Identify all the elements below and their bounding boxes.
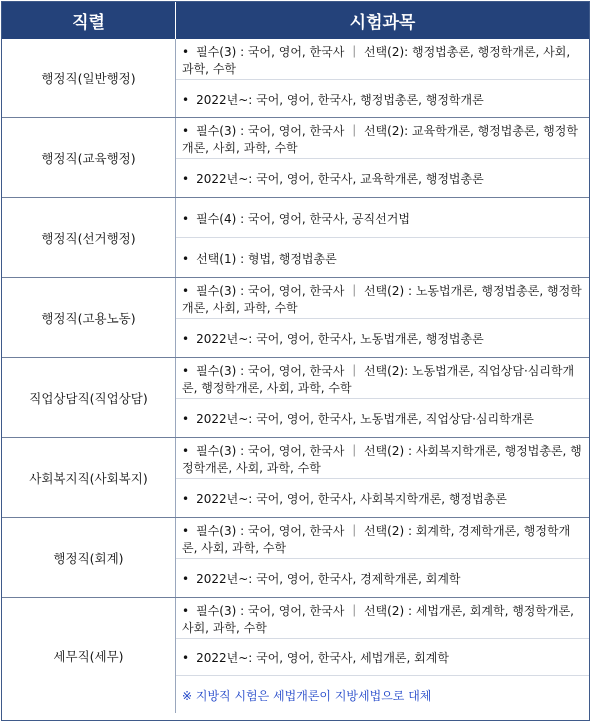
bullet-icon: • [182,523,190,538]
subjects-cell [176,358,590,438]
subjects-cell [176,39,590,118]
bullet-icon: • [182,332,190,346]
bullet-icon: • [182,172,190,186]
subject-line: • 2022년~: 국어, 영어, 한국사, 사회복지학개론, 행정법총론 [182,492,507,506]
subject-line: • 필수(4) : 국어, 영어, 한국사, 공직선거법 [176,198,589,238]
subjects-cell [176,438,590,518]
table-row [2,278,589,358]
table-row [2,438,589,518]
subject-line: • 필수(3) : 국어, 영어, 한국사 ｜ 선택(2) : 노동법개론, 행정법총론, 행정학개론, 사회, 과학, 수학 [176,278,589,319]
bullet-icon: • [182,44,190,59]
job-cell: 사회복지직(사회복지) [2,438,176,518]
job-cell: 행정직(회계) [2,518,176,598]
exam-subjects-table [2,2,589,713]
table-row [2,118,589,198]
bullet-icon: • [182,283,190,298]
subject-line: • 필수(3) : 국어, 영어, 한국사 ｜ 선택(2) : 회계학, 경제학개론, 행정학개론, 사회, 과학, 수학 [176,518,589,559]
bullet-icon: • [182,603,190,618]
subject-line: • 선택(1) : 형법, 행정법총론 [182,251,337,266]
table-header-row [2,2,589,39]
subject-line: • 필수(3) : 국어, 영어, 한국사 ｜ 선택(2) : 세법개론, 회계학, 행정학개론, 사회, 과학, 수학 [176,598,589,639]
bullet-icon: • [182,251,190,266]
subjects-cell [176,198,590,278]
job-cell: 행정직(선거행정) [2,198,176,278]
subject-line: • 필수(3) : 국어, 영어, 한국사 ｜ 선택(2): 행정법총론, 행정학개론, 사회, 과학, 수학 [176,39,589,80]
subject-line: • 2022년~: 국어, 영어, 한국사, 경제학개론, 회계학 [182,572,461,586]
job-cell: 행정직(일반행정) [2,39,176,118]
local-exam-note: ※ 지방직 시험은 세법개론이 지방세법으로 대체 [182,688,432,703]
exam-subjects-table-container [1,1,590,721]
bullet-icon: • [182,651,190,665]
table-row [2,598,589,714]
subject-line: • 필수(3) : 국어, 영어, 한국사 ｜ 선택(2): 노동법개론, 직업상담·심리학개론, 행정학개론, 사회, 과학, 수학 [176,358,589,399]
bullet-icon: • [182,572,190,586]
job-cell: 행정직(고용노동) [2,278,176,358]
table-row [2,39,589,118]
bullet-icon: • [182,443,190,458]
bullet-icon: • [182,92,190,107]
bullet-icon: • [182,363,190,378]
subject-line: • 2022년~: 국어, 영어, 한국사, 노동법개론, 직업상담·심리학개론 [182,412,534,426]
bullet-icon: • [182,412,190,426]
subject-line: • 필수(3) : 국어, 영어, 한국사 ｜ 선택(2): 교육학개론, 행정법총론, 행정학개론, 사회, 과학, 수학 [176,118,589,159]
job-cell: 세무직(세무) [2,598,176,714]
table-row [2,518,589,598]
bullet-icon: • [182,123,190,138]
subjects-cell [176,518,590,598]
subject-line: • 2022년~: 국어, 영어, 한국사, 교육학개론, 행정법총론 [182,172,484,186]
table-row [2,198,589,278]
subject-line: • 필수(3) : 국어, 영어, 한국사 ｜ 선택(2) : 사회복지학개론, 행정법총론, 행정학개론, 사회, 과학, 수학 [176,438,589,479]
bullet-icon: • [182,492,190,506]
table-row [2,358,589,438]
header-job: 직렬 [2,2,176,39]
subject-line: • 2022년~: 국어, 영어, 한국사, 노동법개론, 행정법총론 [182,332,484,346]
job-cell: 직업상담직(직업상담) [2,358,176,438]
bullet-icon: • [182,211,190,226]
subjects-cell [176,598,590,714]
subjects-cell [176,278,590,358]
header-subjects: 시험과목 [176,2,590,39]
subject-line: • 2022년~: 국어, 영어, 한국사, 세법개론, 회계학 [176,639,589,676]
subject-line: • 2022년~: 국어, 영어, 한국사, 행정법총론, 행정학개론 [182,92,484,107]
subjects-cell [176,118,590,198]
job-cell: 행정직(교육행정) [2,118,176,198]
